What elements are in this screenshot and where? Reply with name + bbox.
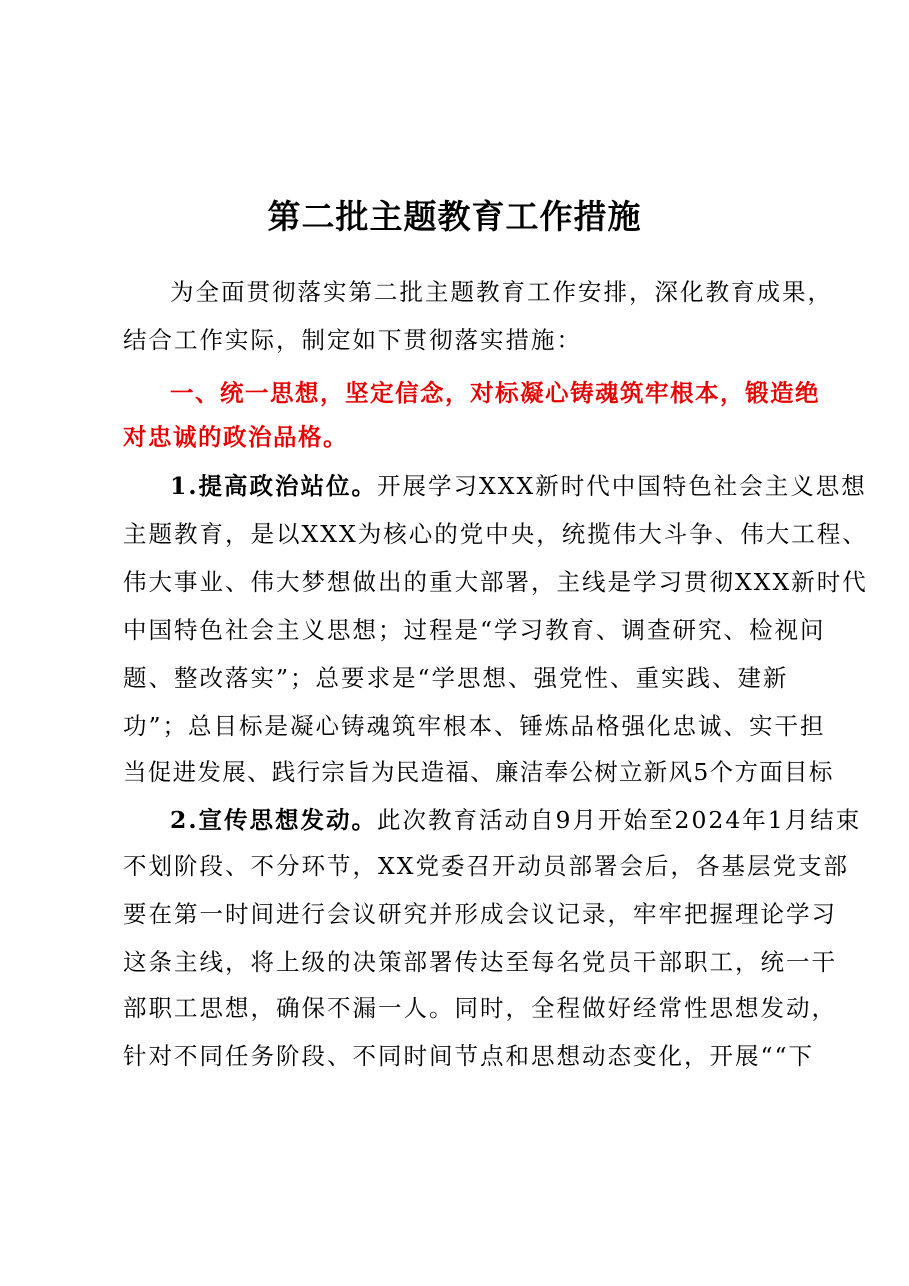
item2-line-5: 部职工思想，确保不漏一人。同时，全程做好经常性思想发动， [123,994,837,1022]
section-heading-line-1: 一、统一思想，坚定信念，对标凝心铸魂筑牢根本，锻造绝 [170,379,820,407]
item2-line-3: 要在第一时间进行会议研究并形成会议记录，牢牢把握理论学习 [123,900,837,928]
item1-line-7: 当促进发展、践行宗旨为民造福、廉洁奉公树立新风5个方面目标 [123,758,834,786]
item2-heading: 2.宣传思想发动。 [170,806,378,834]
item1-heading: 1.提高政治站位。 [170,472,378,500]
item1-line-6: 功”；总目标是凝心铸魂筑牢根本、锤炼品格强化忠诚、实干担 [123,712,826,740]
item2-line-1 [170,796,861,844]
item1-line-3: 伟大事业、伟大梦想做出的重大部署，主线是学习贯彻XXX新时代 [123,568,868,596]
item1-line-2: 主题教育，是以XXX为核心的党中央，统揽伟大斗争、伟大工程、 [123,520,868,548]
item2-line-4: 这条主线，将上级的决策部署传达至每名党员干部职工，统一干 [123,948,837,976]
item2-line-6: 针对不同任务阶段、不同时间节点和思想动态变化，开展““下 [123,1042,815,1070]
section-heading-line-2: 对忠诚的政治品格。 [123,423,348,451]
item2-text-1: 此次教育活动自9月开始至2024年1月结束 [377,806,862,834]
item2-line-2: 不划阶段、不分环节，XX党委召开动员部署会后，各基层党支部 [123,852,849,880]
document-title: 第二批主题教育工作措施 [267,197,642,236]
item1-line-5: 题、整改落实”；总要求是“学思想、强党性、重实践、建新 [123,664,789,692]
item1-text-1: 开展学习XXX新时代中国特色社会主义思想 [377,472,867,500]
intro-line-2: 结合工作实际，制定如下贯彻落实措施： [123,326,582,354]
item1-line-1 [170,462,867,510]
item1-line-4: 中国特色社会主义思想；过程是“学习教育、调查研究、检视问 [123,616,826,644]
intro-line-1: 为全面贯彻落实第二批主题教育工作安排，深化教育成果， [170,278,833,306]
